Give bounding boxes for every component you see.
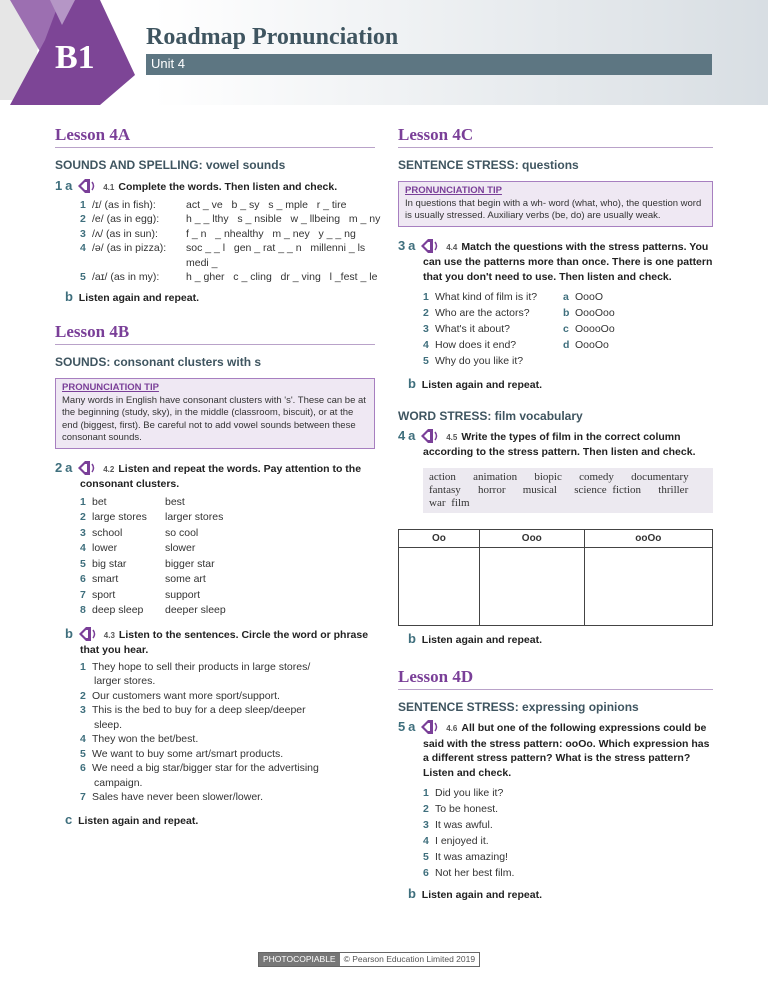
exercise-letter: a xyxy=(65,178,73,193)
item-number: 4 xyxy=(80,242,86,254)
sound: /ə/ (as in pizza): xyxy=(92,242,167,254)
item-text: To be honest. xyxy=(435,803,499,815)
item-number: 4 xyxy=(80,733,86,745)
track-number: 4.4 xyxy=(446,242,458,252)
instruction: Listen again and repeat. xyxy=(78,814,199,827)
tip-heading: PRONUNCIATION TIP xyxy=(62,382,159,393)
item-number: 1 xyxy=(80,198,86,211)
instruction: Listen again and repeat. xyxy=(421,633,542,646)
track-number: 4.3 xyxy=(103,630,115,640)
list-item xyxy=(80,660,335,689)
exercise-letter: a xyxy=(408,719,416,734)
list-item xyxy=(80,747,335,762)
item-text: How does it end? xyxy=(435,339,517,351)
list-item xyxy=(423,817,713,833)
item-number: 2 xyxy=(80,689,86,702)
word-pair-b: deeper sleep xyxy=(165,604,226,616)
exercise-letter: b xyxy=(65,625,73,641)
table-row xyxy=(399,547,713,625)
exercise-letter: b xyxy=(65,288,73,304)
answer-cell[interactable] xyxy=(479,547,584,625)
item-number: 1 xyxy=(423,291,429,303)
item-text: What's it about? xyxy=(435,323,510,335)
audio-icon[interactable] xyxy=(421,429,440,443)
list-item xyxy=(423,801,713,817)
list-item xyxy=(423,865,713,881)
sound-label xyxy=(80,270,180,285)
sound: /e/ (as in egg): xyxy=(92,213,160,225)
tip-heading: PRONUNCIATION TIP xyxy=(405,185,502,196)
stress-table xyxy=(398,529,713,626)
level-label: B1 xyxy=(55,39,95,76)
track-number: 4.2 xyxy=(103,464,115,474)
list-item xyxy=(423,305,563,321)
list-item xyxy=(563,337,617,353)
column-header: Ooo xyxy=(479,529,584,547)
section-heading: SENTENCE STRESS: expressing opinions xyxy=(398,700,639,714)
list-item xyxy=(423,833,713,849)
item-number: 5 xyxy=(423,851,429,863)
expression-list xyxy=(423,785,713,881)
exercise-number: 4 xyxy=(398,427,406,443)
item-number: c xyxy=(563,323,569,335)
word-pair-a xyxy=(80,495,165,511)
item-number: a xyxy=(563,291,569,303)
word: school xyxy=(92,526,123,539)
sound: /ʌ/ (as in sun): xyxy=(92,227,158,240)
lesson-4d-title: Lesson 4D xyxy=(398,667,713,690)
item-text: I enjoyed it. xyxy=(435,835,489,847)
instruction: Write the types of film in the correct column according to the stress pattern. Then listen and check. xyxy=(423,430,696,458)
track-number: 4.5 xyxy=(446,432,458,442)
list-item xyxy=(423,353,563,369)
item-text: Who are the actors? xyxy=(435,307,530,319)
exercise-number: 3 xyxy=(398,237,406,253)
tip-text: Many words in English have consonant clusters with 's'. These can be at the beginning (study, sky), in the middle (classroom, biscuit), or at the end (biggest, first). Be careful not to add vowel sounds between these consonant sounds. xyxy=(62,394,366,443)
exercise-letter: b xyxy=(408,886,416,901)
item-text: OooоOo xyxy=(575,323,615,335)
sentence-list xyxy=(80,660,335,805)
pronunciation-tip xyxy=(55,378,375,449)
list-item xyxy=(80,689,335,704)
exercise-number: 2 xyxy=(55,459,63,475)
item-number: 1 xyxy=(80,495,86,508)
item-text: They hope to sell their products in large stores/ larger stores. xyxy=(92,660,311,687)
item-number: 4 xyxy=(80,542,86,554)
section-heading: WORD STRESS: film vocabulary xyxy=(398,408,583,423)
audio-icon[interactable] xyxy=(421,239,440,253)
gap-words[interactable]: h _ _ lthy s _ nsible w _ llbeing m _ ny xyxy=(186,213,381,225)
pattern-list xyxy=(563,289,617,369)
item-number: 5 xyxy=(80,557,86,570)
instruction: Listen again and repeat. xyxy=(421,889,542,901)
list-item xyxy=(80,703,335,732)
exercise-letter: a xyxy=(408,427,416,443)
answer-cell[interactable] xyxy=(399,547,480,625)
table-header-row xyxy=(399,529,713,547)
word-pair-a xyxy=(80,526,165,542)
item-text: This is the bed to buy for a deep sleep/deeper sleep. xyxy=(92,704,306,731)
item-number: 1 xyxy=(80,660,86,673)
exercise-letter: b xyxy=(408,376,416,391)
item-text: What kind of film is it? xyxy=(435,291,538,303)
gap-words[interactable]: soc _ _ l gen _ rat _ _ n millenni _ ls medi _ xyxy=(186,242,374,269)
sound-list xyxy=(80,198,381,285)
instruction: Listen to the sentences. Circle the word or phrase that you hear. xyxy=(80,628,369,656)
item-number: 4 xyxy=(423,835,429,847)
lesson-4a-title: Lesson 4A xyxy=(55,125,375,148)
item-text: OooOoo xyxy=(575,307,615,319)
item-number: b xyxy=(563,307,570,319)
item-number: 1 xyxy=(423,787,429,799)
question-list xyxy=(423,289,563,369)
exercise-letter: b xyxy=(408,630,416,646)
word-pair-list xyxy=(80,495,375,619)
item-text: It was awful. xyxy=(435,819,493,831)
item-number: 2 xyxy=(80,213,86,225)
word-pair-a xyxy=(80,588,165,604)
exercise-2a xyxy=(55,461,375,492)
item-number: 3 xyxy=(80,704,86,716)
instruction: Match the questions with the stress patterns. You can use the patterns more than once. There is one pattern that you don't need to use. Then listen and check. xyxy=(423,240,713,283)
lesson-4b-title: Lesson 4B xyxy=(55,322,375,345)
exercise-3a xyxy=(398,239,713,285)
list-item xyxy=(423,849,713,865)
exercise-1b xyxy=(65,290,375,306)
lesson-4c-title: Lesson 4C xyxy=(398,125,713,148)
list-item xyxy=(80,732,335,747)
sound-label xyxy=(80,227,180,242)
unit-bar: Unit 4 xyxy=(146,54,712,75)
audio-icon[interactable] xyxy=(78,179,97,193)
word-pair-a xyxy=(80,572,165,588)
track-number: 4.6 xyxy=(446,724,458,733)
answer-cell[interactable] xyxy=(584,547,712,625)
item-text: We want to buy some art/smart products. xyxy=(92,747,284,760)
word: lower xyxy=(92,542,118,554)
column-header: ooOo xyxy=(584,529,712,547)
column-header: Oo xyxy=(399,529,480,547)
page-title: Roadmap Pronunciation xyxy=(146,24,399,50)
exercise-letter: a xyxy=(408,237,416,253)
word-pair-a xyxy=(80,557,165,573)
item-text: Our customers want more sport/support. xyxy=(92,689,280,702)
item-number: 5 xyxy=(80,747,86,760)
word-pair-b: so cool xyxy=(165,526,199,539)
item-number: 3 xyxy=(423,323,429,335)
exercise-4a xyxy=(398,429,713,460)
word: large stores xyxy=(92,511,147,523)
exercise-5a xyxy=(398,720,713,780)
section-heading: SOUNDS: consonant clusters with s xyxy=(55,355,262,369)
list-item xyxy=(563,305,617,321)
instruction: Listen again and repeat. xyxy=(421,379,542,391)
item-number: d xyxy=(563,339,570,351)
item-number: 3 xyxy=(80,526,86,539)
item-number: 5 xyxy=(423,355,429,367)
item-number: 3 xyxy=(80,227,86,240)
word-pair-b: larger stores xyxy=(165,511,224,523)
exercise-2b xyxy=(55,627,375,658)
word-pair-b: bigger star xyxy=(165,557,215,570)
list-item xyxy=(423,337,563,353)
level-logo xyxy=(0,0,135,105)
item-number: 6 xyxy=(423,867,429,879)
exercise-number: 5 xyxy=(398,719,406,734)
item-text: Not her best film. xyxy=(435,867,515,879)
sound-label xyxy=(80,198,180,213)
item-number: 6 xyxy=(80,573,86,585)
exercise-1a xyxy=(55,179,375,196)
item-number: 6 xyxy=(80,762,86,774)
word-pair-a xyxy=(80,603,165,619)
item-text: OooO xyxy=(575,291,604,303)
exercise-2c xyxy=(65,813,375,829)
item-text: We need a big star/bigger star for the advertising campaign. xyxy=(92,762,319,789)
word-pair-a xyxy=(80,541,165,557)
audio-icon[interactable] xyxy=(78,461,97,475)
word-pair-a xyxy=(80,510,165,526)
item-number: 7 xyxy=(80,791,86,803)
item-number: 5 xyxy=(80,271,86,283)
left-column xyxy=(55,125,381,828)
pronunciation-tip xyxy=(398,181,713,227)
word: bet xyxy=(92,495,107,508)
item-number: 3 xyxy=(423,819,429,831)
item-text: They won the bet/best. xyxy=(92,733,199,745)
item-number: 7 xyxy=(80,588,86,601)
item-number: 8 xyxy=(80,604,86,616)
item-text: Sales have never been slower/lower. xyxy=(92,791,264,803)
exercise-5b xyxy=(408,887,713,903)
section-heading: SOUNDS AND SPELLING: vowel sounds xyxy=(55,158,286,172)
word-pair-b: support xyxy=(165,588,201,601)
exercise-4b xyxy=(408,632,713,648)
item-text: It was amazing! xyxy=(435,851,508,863)
item-text: Did you like it? xyxy=(435,787,504,799)
exercise-letter: a xyxy=(65,459,73,475)
list-item xyxy=(80,790,335,805)
word-pair-b: slower xyxy=(165,542,196,554)
list-item xyxy=(80,761,335,790)
instruction: Complete the words. Then listen and check. xyxy=(118,181,338,193)
exercise-number: 1 xyxy=(55,178,63,193)
list-item xyxy=(423,289,563,305)
instruction: Listen again and repeat. xyxy=(78,291,199,304)
sound: /ɪ/ (as in fish): xyxy=(92,198,156,211)
list-item xyxy=(563,289,617,305)
item-text: Why do you like it? xyxy=(435,355,524,367)
word: deep sleep xyxy=(92,604,144,616)
copyright: © Pearson Education Limited 2019 xyxy=(343,954,476,964)
word-box: action animation biopic comedy documentary fantasy horror musical science fiction thriller war film xyxy=(423,468,713,513)
exercise-3b xyxy=(408,377,713,393)
tip-text: In questions that begin with a wh- word (what, who), the question word is usually stressed. Auxiliary verbs (be, do) are usually weak. xyxy=(405,197,702,221)
matching-lists xyxy=(423,289,713,369)
word: big star xyxy=(92,557,127,570)
sound: /aɪ/ (as in my): xyxy=(92,271,160,283)
gap-words[interactable]: act _ ve b _ sy s _ mple r _ tire xyxy=(186,198,347,211)
list-item xyxy=(423,321,563,337)
item-number: 2 xyxy=(80,511,86,523)
list-item xyxy=(423,785,713,801)
instruction: Listen and repeat the words. Pay attention to the consonant clusters. xyxy=(80,462,362,490)
gap-words[interactable]: f _ n _ nhealthy m _ ney y _ _ ng xyxy=(186,227,356,240)
right-column xyxy=(398,125,713,903)
word-pair-b: best xyxy=(165,495,185,508)
track-number: 4.1 xyxy=(103,183,115,192)
sound-label xyxy=(80,241,180,270)
list-item xyxy=(563,321,617,337)
exercise-letter: c xyxy=(65,811,73,827)
section-heading: SENTENCE STRESS: questions xyxy=(398,158,579,172)
word: smart xyxy=(92,573,119,585)
audio-icon[interactable] xyxy=(79,627,98,641)
item-number: 2 xyxy=(423,307,429,319)
instruction: All but one of the following expressions could be said with the stress pattern: ooOo. Which expression has a different stress pattern? What is the stress pattern? Listen and check. xyxy=(423,722,710,779)
photocopiable-label: PHOTOCOPIABLE xyxy=(259,953,340,966)
footer xyxy=(258,952,480,967)
word-pair-b: some art xyxy=(165,573,206,585)
gap-words[interactable]: h _ gher c _ cling dr _ ving l _fest _ le xyxy=(186,271,378,283)
item-number: 4 xyxy=(423,339,429,351)
item-number: 2 xyxy=(423,803,429,815)
word: sport xyxy=(92,588,116,601)
audio-icon[interactable] xyxy=(421,720,440,734)
sound-label xyxy=(80,212,180,227)
item-text: OooOo xyxy=(575,339,609,351)
